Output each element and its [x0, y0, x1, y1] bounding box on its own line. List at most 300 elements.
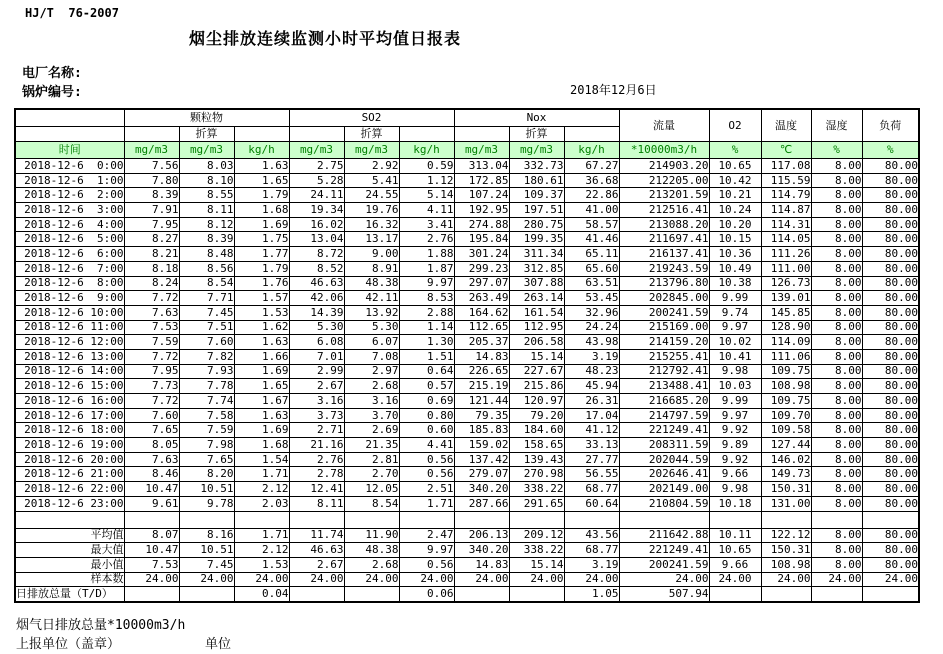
empty-cell: [761, 511, 811, 528]
value-cell: 150.31: [761, 543, 811, 558]
value-cell: 36.68: [564, 173, 619, 188]
data-row: [15, 305, 919, 320]
value-cell: 115.59: [761, 173, 811, 188]
empty-cell: [179, 511, 234, 528]
header-flow: 流量: [619, 109, 709, 142]
value-cell: 10.36: [709, 247, 761, 262]
value-cell: 340.20: [454, 482, 509, 497]
data-row: [15, 423, 919, 438]
value-cell: 3.19: [564, 557, 619, 572]
value-cell: 24.00: [619, 572, 709, 587]
value-cell: 0.80: [399, 408, 454, 423]
value-cell: 8.00: [811, 408, 862, 423]
value-cell: 43.98: [564, 335, 619, 350]
value-cell: 121.44: [454, 394, 509, 409]
time-cell: 2018-12-6 6:00: [15, 247, 124, 262]
value-cell: 1.67: [234, 394, 289, 409]
data-row: [15, 203, 919, 218]
value-cell: 311.34: [509, 247, 564, 262]
value-cell: 9.66: [709, 467, 761, 482]
value-cell: 120.97: [509, 394, 564, 409]
value-cell: 0.56: [399, 557, 454, 572]
value-cell: 8.00: [811, 188, 862, 203]
value-cell: 1.79: [234, 261, 289, 276]
value-cell: 214159.20: [619, 335, 709, 350]
value-cell: 80.00: [862, 247, 919, 262]
value-cell: 68.77: [564, 482, 619, 497]
value-cell: 197.51: [509, 203, 564, 218]
value-cell: 270.98: [509, 467, 564, 482]
header-empty: [399, 127, 454, 142]
value-cell: 8.39: [179, 232, 234, 247]
value-cell: 212205.00: [619, 173, 709, 188]
value-cell: 2.88: [399, 305, 454, 320]
value-cell: 8.00: [811, 247, 862, 262]
value-cell: 41.46: [564, 232, 619, 247]
value-cell: 19.34: [289, 203, 344, 218]
value-cell: 3.70: [344, 408, 399, 423]
data-row: [15, 394, 919, 409]
value-cell: 10.21: [709, 188, 761, 203]
value-cell: 1.77: [234, 247, 289, 262]
value-cell: 8.00: [811, 438, 862, 453]
value-cell: 8.54: [344, 496, 399, 511]
header-temperature: 温度: [761, 109, 811, 142]
value-cell: 1.14: [399, 320, 454, 335]
time-cell: 2018-12-6 20:00: [15, 452, 124, 467]
header-load: 负荷: [862, 109, 919, 142]
value-cell: 2.69: [344, 423, 399, 438]
value-cell: 172.85: [454, 173, 509, 188]
header-converted: 折算: [179, 127, 234, 142]
data-row: [15, 496, 919, 511]
time-cell: 2018-12-6 3:00: [15, 203, 124, 218]
value-cell: 8.00: [811, 232, 862, 247]
value-cell: 10.18: [709, 496, 761, 511]
value-cell: 24.00: [344, 572, 399, 587]
value-cell: 287.66: [454, 496, 509, 511]
value-cell: 63.51: [564, 276, 619, 291]
value-cell: 127.44: [761, 438, 811, 453]
value-cell: [454, 587, 509, 602]
value-cell: 206.58: [509, 335, 564, 350]
value-cell: 80.00: [862, 543, 919, 558]
value-cell: 32.96: [564, 305, 619, 320]
value-cell: 10.42: [709, 173, 761, 188]
value-cell: 8.00: [811, 217, 862, 232]
value-cell: 8.11: [289, 496, 344, 511]
value-cell: 7.72: [124, 394, 179, 409]
value-cell: 7.53: [124, 557, 179, 572]
value-cell: 202845.00: [619, 291, 709, 306]
value-cell: 10.20: [709, 217, 761, 232]
unit-cell: kg/h: [564, 142, 619, 159]
data-row: [15, 482, 919, 497]
value-cell: 8.11: [179, 203, 234, 218]
value-cell: 80.00: [862, 438, 919, 453]
value-cell: 2.12: [234, 543, 289, 558]
value-cell: 80.00: [862, 159, 919, 174]
value-cell: 216137.41: [619, 247, 709, 262]
value-cell: 3.19: [564, 349, 619, 364]
value-cell: 7.01: [289, 349, 344, 364]
value-cell: 4.11: [399, 203, 454, 218]
value-cell: 41.12: [564, 423, 619, 438]
value-cell: 9.66: [709, 557, 761, 572]
value-cell: 7.91: [124, 203, 179, 218]
value-cell: 24.11: [289, 188, 344, 203]
value-cell: 1.68: [234, 203, 289, 218]
value-cell: 6.08: [289, 335, 344, 350]
page-title: 烟尘排放连续监测小时平均值日报表: [188, 29, 461, 48]
value-cell: 7.08: [344, 349, 399, 364]
value-cell: 80.00: [862, 276, 919, 291]
value-cell: 215.19: [454, 379, 509, 394]
value-cell: 10.65: [709, 543, 761, 558]
value-cell: 307.88: [509, 276, 564, 291]
value-cell: 301.24: [454, 247, 509, 262]
value-cell: 48.38: [344, 543, 399, 558]
value-cell: 9.97: [709, 408, 761, 423]
value-cell: 150.31: [761, 482, 811, 497]
value-cell: 0.69: [399, 394, 454, 409]
value-cell: 8.00: [811, 159, 862, 174]
data-row: [15, 452, 919, 467]
value-cell: 161.54: [509, 305, 564, 320]
value-cell: 68.77: [564, 543, 619, 558]
value-cell: 205.37: [454, 335, 509, 350]
value-cell: 8.00: [811, 452, 862, 467]
unit-cell: mg/m3: [179, 142, 234, 159]
value-cell: [344, 587, 399, 602]
value-cell: 5.30: [344, 320, 399, 335]
time-cell: 2018-12-6 15:00: [15, 379, 124, 394]
plant-name-label: 电厂名称:: [22, 66, 82, 81]
value-cell: 80.00: [862, 423, 919, 438]
header-humidity: 湿度: [811, 109, 862, 142]
value-cell: 213088.20: [619, 217, 709, 232]
value-cell: 80.00: [862, 232, 919, 247]
value-cell: 80.00: [862, 394, 919, 409]
value-cell: 7.65: [179, 452, 234, 467]
value-cell: 213796.80: [619, 276, 709, 291]
value-cell: 8.00: [811, 543, 862, 558]
header-empty: [15, 109, 124, 127]
value-cell: 114.87: [761, 203, 811, 218]
value-cell: 214797.59: [619, 408, 709, 423]
value-cell: 7.53: [124, 320, 179, 335]
value-cell: 202646.41: [619, 467, 709, 482]
value-cell: 80.00: [862, 349, 919, 364]
value-cell: 33.13: [564, 438, 619, 453]
time-cell: 2018-12-6 19:00: [15, 438, 124, 453]
value-cell: 80.00: [862, 261, 919, 276]
value-cell: 10.51: [179, 543, 234, 558]
value-cell: 159.02: [454, 438, 509, 453]
value-cell: 131.00: [761, 496, 811, 511]
value-cell: 146.02: [761, 452, 811, 467]
value-cell: 19.76: [344, 203, 399, 218]
value-cell: 8.27: [124, 232, 179, 247]
data-row: [15, 159, 919, 174]
value-cell: 213201.59: [619, 188, 709, 203]
data-row: [15, 276, 919, 291]
value-cell: 80.00: [862, 482, 919, 497]
value-cell: 202044.59: [619, 452, 709, 467]
data-row: [15, 261, 919, 276]
value-cell: [509, 587, 564, 602]
unit-cell: %: [862, 142, 919, 159]
value-cell: 7.74: [179, 394, 234, 409]
value-cell: 10.15: [709, 232, 761, 247]
value-cell: 9.89: [709, 438, 761, 453]
value-cell: 21.35: [344, 438, 399, 453]
value-cell: 58.57: [564, 217, 619, 232]
data-row: [15, 247, 919, 262]
value-cell: 7.71: [179, 291, 234, 306]
value-cell: 139.43: [509, 452, 564, 467]
value-cell: 221249.41: [619, 423, 709, 438]
value-cell: 3.73: [289, 408, 344, 423]
header-empty: [15, 127, 124, 142]
value-cell: 128.90: [761, 320, 811, 335]
value-cell: 10.65: [709, 159, 761, 174]
header-time: 时间: [15, 142, 124, 159]
value-cell: 80.00: [862, 452, 919, 467]
value-cell: 9.97: [709, 320, 761, 335]
value-cell: 24.00: [761, 572, 811, 587]
value-cell: 8.10: [179, 173, 234, 188]
value-cell: 8.07: [124, 528, 179, 543]
summary-label: 样本数: [15, 572, 124, 587]
value-cell: 126.73: [761, 276, 811, 291]
value-cell: 24.00: [179, 572, 234, 587]
value-cell: [289, 587, 344, 602]
value-cell: 7.60: [179, 335, 234, 350]
value-cell: 199.35: [509, 232, 564, 247]
value-cell: 8.00: [811, 291, 862, 306]
value-cell: 108.98: [761, 379, 811, 394]
value-cell: 227.67: [509, 364, 564, 379]
value-cell: 1.68: [234, 438, 289, 453]
value-cell: 5.41: [344, 173, 399, 188]
value-cell: 80.00: [862, 173, 919, 188]
value-cell: 13.92: [344, 305, 399, 320]
emission-report-table: [14, 108, 920, 603]
value-cell: 8.00: [811, 349, 862, 364]
value-cell: 26.31: [564, 394, 619, 409]
value-cell: 184.60: [509, 423, 564, 438]
value-cell: 226.65: [454, 364, 509, 379]
value-cell: 145.85: [761, 305, 811, 320]
value-cell: 111.06: [761, 349, 811, 364]
value-cell: 1.53: [234, 305, 289, 320]
value-cell: 338.22: [509, 482, 564, 497]
value-cell: 215255.41: [619, 349, 709, 364]
empty-cell: [15, 511, 124, 528]
time-cell: 2018-12-6 7:00: [15, 261, 124, 276]
value-cell: 7.82: [179, 349, 234, 364]
empty-cell: [509, 511, 564, 528]
value-cell: 114.09: [761, 335, 811, 350]
value-cell: 112.65: [454, 320, 509, 335]
value-cell: 299.23: [454, 261, 509, 276]
value-cell: 313.04: [454, 159, 509, 174]
summary-label: 最大值: [15, 543, 124, 558]
value-cell: 10.24: [709, 203, 761, 218]
value-cell: 1.69: [234, 423, 289, 438]
value-cell: 1.75: [234, 232, 289, 247]
data-row: [15, 217, 919, 232]
value-cell: 80.00: [862, 379, 919, 394]
value-cell: 149.73: [761, 467, 811, 482]
value-cell: 7.72: [124, 349, 179, 364]
empty-cell: [619, 511, 709, 528]
value-cell: 114.79: [761, 188, 811, 203]
time-cell: 2018-12-6 9:00: [15, 291, 124, 306]
value-cell: 9.98: [709, 364, 761, 379]
value-cell: 7.60: [124, 408, 179, 423]
boiler-number-label: 锅炉编号:: [22, 85, 82, 100]
summary-row: [15, 543, 919, 558]
time-cell: 2018-12-6 1:00: [15, 173, 124, 188]
value-cell: 1.51: [399, 349, 454, 364]
time-cell: 2018-12-6 22:00: [15, 482, 124, 497]
value-cell: 1.88: [399, 247, 454, 262]
value-cell: 45.94: [564, 379, 619, 394]
header-so2: SO2: [289, 109, 454, 127]
value-cell: 7.56: [124, 159, 179, 174]
time-cell: 2018-12-6 5:00: [15, 232, 124, 247]
value-cell: 9.99: [709, 291, 761, 306]
value-cell: 109.75: [761, 364, 811, 379]
value-cell: 3.16: [289, 394, 344, 409]
header-empty: [564, 127, 619, 142]
data-row: [15, 188, 919, 203]
value-cell: 8.20: [179, 467, 234, 482]
value-cell: 7.51: [179, 320, 234, 335]
time-cell: 2018-12-6 16:00: [15, 394, 124, 409]
data-row: [15, 232, 919, 247]
value-cell: 16.02: [289, 217, 344, 232]
data-row: [15, 438, 919, 453]
value-cell: 274.88: [454, 217, 509, 232]
header-empty: [234, 127, 289, 142]
value-cell: 0.57: [399, 379, 454, 394]
value-cell: 1.69: [234, 364, 289, 379]
time-cell: 2018-12-6 0:00: [15, 159, 124, 174]
header-o2: O2: [709, 109, 761, 142]
value-cell: 9.61: [124, 496, 179, 511]
empty-cell: [862, 511, 919, 528]
value-cell: 9.74: [709, 305, 761, 320]
summary-row: [15, 572, 919, 587]
value-cell: 185.83: [454, 423, 509, 438]
time-cell: 2018-12-6 17:00: [15, 408, 124, 423]
value-cell: 24.00: [509, 572, 564, 587]
value-cell: 10.03: [709, 379, 761, 394]
value-cell: 8.53: [399, 291, 454, 306]
value-cell: 80.00: [862, 217, 919, 232]
value-cell: 9.00: [344, 247, 399, 262]
value-cell: 15.14: [509, 349, 564, 364]
value-cell: 200241.59: [619, 557, 709, 572]
value-cell: 1.12: [399, 173, 454, 188]
value-cell: 42.11: [344, 291, 399, 306]
value-cell: 9.92: [709, 423, 761, 438]
value-cell: 24.00: [234, 572, 289, 587]
value-cell: 8.52: [289, 261, 344, 276]
value-cell: 6.07: [344, 335, 399, 350]
value-cell: 1.71: [234, 528, 289, 543]
value-cell: 24.24: [564, 320, 619, 335]
value-cell: 214903.20: [619, 159, 709, 174]
value-cell: 312.85: [509, 261, 564, 276]
value-cell: 291.65: [509, 496, 564, 511]
value-cell: 7.80: [124, 173, 179, 188]
value-cell: 80.00: [862, 364, 919, 379]
value-cell: 109.75: [761, 394, 811, 409]
summary-label: 平均值: [15, 528, 124, 543]
unit-cell: %: [709, 142, 761, 159]
data-row: [15, 291, 919, 306]
value-cell: 0.59: [399, 159, 454, 174]
empty-cell: [234, 511, 289, 528]
value-cell: 1.65: [234, 379, 289, 394]
value-cell: 338.22: [509, 543, 564, 558]
value-cell: 5.30: [289, 320, 344, 335]
value-cell: 10.38: [709, 276, 761, 291]
value-cell: 279.07: [454, 467, 509, 482]
value-cell: 24.00: [454, 572, 509, 587]
time-cell: 2018-12-6 14:00: [15, 364, 124, 379]
value-cell: 80.00: [862, 557, 919, 572]
value-cell: [761, 587, 811, 602]
value-cell: 80.00: [862, 291, 919, 306]
value-cell: 2.70: [344, 467, 399, 482]
reporting-unit-label: 上报单位（盖章）: [16, 637, 121, 652]
summary-row: [15, 528, 919, 543]
value-cell: 24.55: [344, 188, 399, 203]
value-cell: 43.56: [564, 528, 619, 543]
value-cell: [179, 587, 234, 602]
value-cell: 7.63: [124, 452, 179, 467]
value-cell: 9.97: [399, 276, 454, 291]
value-cell: 1.71: [399, 496, 454, 511]
value-cell: 80.00: [862, 305, 919, 320]
value-cell: 65.11: [564, 247, 619, 262]
value-cell: 8.24: [124, 276, 179, 291]
spacer-row: [15, 511, 919, 528]
value-cell: 0.56: [399, 452, 454, 467]
value-cell: 211642.88: [619, 528, 709, 543]
value-cell: 80.00: [862, 408, 919, 423]
value-cell: 332.73: [509, 159, 564, 174]
value-cell: 8.18: [124, 261, 179, 276]
value-cell: 10.11: [709, 528, 761, 543]
value-cell: 41.00: [564, 203, 619, 218]
value-cell: 8.72: [289, 247, 344, 262]
value-cell: 80.00: [862, 496, 919, 511]
value-cell: 1.63: [234, 408, 289, 423]
value-cell: 24.00: [811, 572, 862, 587]
value-cell: 263.49: [454, 291, 509, 306]
value-cell: 13.04: [289, 232, 344, 247]
value-cell: 10.47: [124, 543, 179, 558]
header-converted: 折算: [344, 127, 399, 142]
data-row: [15, 349, 919, 364]
value-cell: 42.06: [289, 291, 344, 306]
